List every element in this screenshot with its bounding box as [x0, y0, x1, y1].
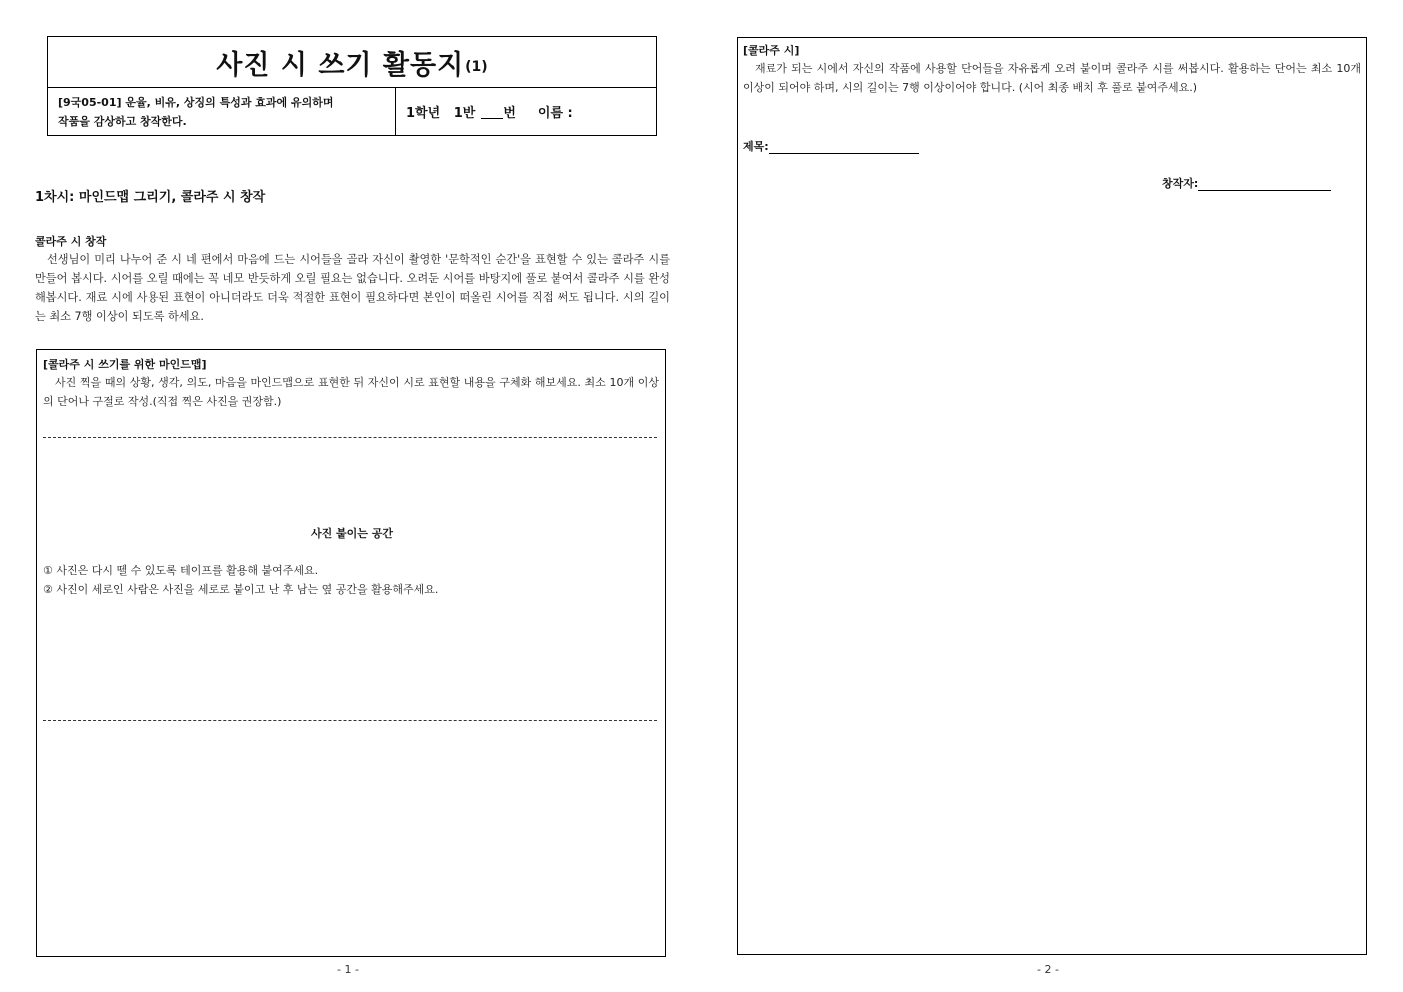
collage-poem-title: [콜라주 시]	[743, 44, 800, 57]
achievement-standard-line2: 작품을 감상하고 창작한다.	[58, 115, 187, 128]
mindmap-box[interactable]	[36, 349, 666, 957]
collage-heading: 콜라주 시 창작	[35, 235, 107, 248]
photo-note-2: ② 사진이 세로인 사람은 사진을 세로로 붙이고 난 후 남는 옆 공간을 활용해주세요.	[43, 583, 439, 596]
collage-poem-box[interactable]	[737, 37, 1367, 955]
achievement-standard	[48, 88, 396, 135]
dashed-divider-bottom	[43, 720, 657, 721]
number-blank[interactable]	[481, 105, 503, 119]
page-title: 사진 시 쓰기 활동지	[216, 49, 465, 81]
mindmap-title: [콜라주 시 쓰기를 위한 마인드맵]	[43, 358, 207, 371]
photo-note-1: ① 사진은 다시 뗄 수 있도록 테이프를 활용해 붙여주세요.	[43, 564, 319, 577]
mindmap-description: 사진 찍을 때의 상황, 생각, 의도, 마음을 마인드맵으로 표현한 뒤 자신이 시로 표현할 내용을 구체화 해보세요. 최소 10개 이상의 단어나 구절로 작성.(직접 찍은 사진을 권장함.)	[43, 376, 659, 408]
author-field	[1162, 175, 1331, 191]
collage-instructions: 선생님이 미리 나누어 준 시 네 편에서 마음에 드는 시어들을 골라 자신이 촬영한 '문학적인 순간'을 표현할 수 있는 콜라주 시를 만들어 봅시다. 시어를 오릴 때에는 꼭 네모 반듯하게 오릴 필요는 없습니다. 오려둔 시어를 바탕지에 풀로 붙여서 콜라주 시를 완성해봅시다. 재료 시에 사용된 표현이 아니더라도 더욱 적절한 표현이 필요하다면 본인이 떠올린 시어를 직접 써도 됩니다. 시의 길이는 최소 7행 이상이 되도록 하세요.	[35, 253, 670, 323]
title-row	[48, 37, 656, 88]
page-title-suffix: (1)	[465, 59, 488, 75]
poem-title-field	[743, 138, 919, 154]
info-row	[48, 88, 656, 135]
dashed-divider-top	[43, 437, 657, 438]
name-label: 이름 :	[537, 106, 573, 121]
student-info	[396, 88, 656, 135]
worksheet-header	[47, 36, 657, 136]
author-label: 창작자:	[1162, 177, 1199, 190]
poem-title-input[interactable]	[769, 142, 919, 154]
number-label: 번	[503, 106, 516, 121]
poem-title-label: 제목:	[743, 140, 769, 153]
achievement-standard-line1: [9국05-01] 운율, 비유, 상징의 특성과 효과에 유의하며	[58, 96, 334, 109]
page-number-2: - 2 -	[1037, 963, 1059, 976]
photo-space-label: 사진 붙이는 공간	[310, 527, 394, 540]
class-info: 1학년 1반	[406, 106, 476, 121]
author-input[interactable]	[1198, 179, 1331, 191]
session-heading: 1차시: 마인드맵 그리기, 콜라주 시 창작	[35, 190, 266, 205]
collage-poem-description: 재료가 되는 시에서 자신의 작품에 사용할 단어들을 자유롭게 오려 붙이며 콜라주 시를 써봅시다. 활용하는 단어는 최소 10개 이상이 되어야 하며, 시의 길이는 7행 이상이어야 합니다. (시어 최종 배치 후 풀로 붙여주세요.)	[743, 62, 1361, 94]
page-number-1: - 1 -	[337, 963, 359, 976]
